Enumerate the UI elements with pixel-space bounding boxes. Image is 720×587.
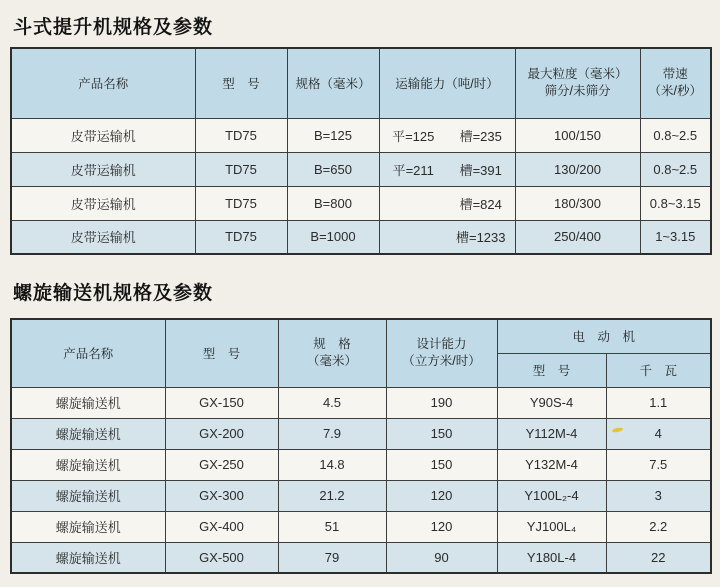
- cell-capacity: [379, 220, 515, 254]
- cell-kw: 4: [606, 418, 711, 449]
- spec-line1: 规 格: [313, 337, 351, 352]
- cell-kw: 1.1: [606, 387, 711, 418]
- cell-capacity: 190: [386, 387, 497, 418]
- cell-model: GX-200: [165, 418, 278, 449]
- cell-product: 皮带运输机: [11, 186, 195, 220]
- cell-model: GX-400: [165, 511, 278, 542]
- cell-model: TD75: [195, 186, 287, 220]
- cell-kw: 22: [606, 542, 711, 573]
- capacity-flat: 平=211: [392, 162, 434, 178]
- capacity-trough: 槽=235: [459, 128, 502, 144]
- cell-particle: 250/400: [515, 220, 640, 254]
- cell-product: 皮带运输机: [11, 152, 195, 186]
- cell-model: GX-250: [165, 449, 278, 480]
- table-row: [11, 118, 711, 152]
- table1-body: [11, 118, 711, 254]
- col-header-motor-group: 电 动 机: [497, 319, 711, 353]
- cell-capacity: 120: [386, 511, 497, 542]
- col-header-belt-speed: [640, 48, 711, 118]
- col-header-model: 型 号: [165, 319, 278, 387]
- table1-header: [11, 48, 711, 118]
- cell-product: 螺旋输送机: [11, 480, 165, 511]
- cell-capacity: [379, 152, 515, 186]
- cell-speed: 1~3.15: [640, 220, 711, 254]
- cell-motor-model: Y132M-4: [497, 449, 606, 480]
- belt-speed-line2: （米/秒）: [648, 84, 702, 99]
- col-header-max-particle: [515, 48, 640, 118]
- cell-capacity: 90: [386, 542, 497, 573]
- cell-product: 皮带运输机: [11, 118, 195, 152]
- cell-model: TD75: [195, 220, 287, 254]
- cell-spec: B=800: [287, 186, 379, 220]
- table1-header-row: [11, 48, 711, 118]
- table-row: [11, 152, 711, 186]
- cell-kw: 2.2: [606, 511, 711, 542]
- table2-header: [11, 319, 711, 387]
- cell-speed: 0.8~2.5: [640, 152, 711, 186]
- cell-model: GX-300: [165, 480, 278, 511]
- belt-speed-line1: 带速: [662, 67, 688, 82]
- table2-header-row1: [11, 319, 711, 353]
- screw-conveyor-spec-table: [10, 318, 712, 574]
- col-header-spec-mm: 规格（毫米）: [287, 48, 379, 118]
- capacity-trough: 槽=391: [459, 162, 502, 178]
- cell-spec: B=125: [287, 118, 379, 152]
- cell-speed: 0.8~2.5: [640, 118, 711, 152]
- cell-motor-model: Y112M-4: [497, 418, 606, 449]
- table-row: [11, 418, 711, 449]
- cell-product: 螺旋输送机: [11, 449, 165, 480]
- col-header-motor-kw: 千 瓦: [606, 353, 711, 387]
- cell-motor-model: Y180L-4: [497, 542, 606, 573]
- cell-spec: 7.9: [278, 418, 386, 449]
- col-header-product-name: 产品名称: [11, 319, 165, 387]
- cell-model: TD75: [195, 118, 287, 152]
- max-particle-line2: 筛分/未筛分: [544, 84, 611, 99]
- capacity-trough: 槽=1233: [455, 230, 506, 246]
- screw-conveyor-section-title: 螺旋输送机规格及参数: [13, 283, 214, 304]
- table2-body: [11, 387, 711, 573]
- table-row: [11, 480, 711, 511]
- bucket-elevator-section-title: 斗式提升机规格及参数: [13, 17, 214, 38]
- cell-capacity: 150: [386, 449, 497, 480]
- cell-model: GX-500: [165, 542, 278, 573]
- cell-kw: 7.5: [606, 449, 711, 480]
- cell-spec: 4.5: [278, 387, 386, 418]
- cell-particle: 180/300: [515, 186, 640, 220]
- col-header-capacity: 运输能力（吨/时）: [379, 48, 515, 118]
- cell-speed: 0.8~3.15: [640, 186, 711, 220]
- cell-product: 皮带运输机: [11, 220, 195, 254]
- table-row: [11, 449, 711, 480]
- cell-motor-model: YJ100L₄: [497, 511, 606, 542]
- cell-capacity: 150: [386, 418, 497, 449]
- capacity-trough: 槽=824: [459, 196, 502, 212]
- cell-particle: 130/200: [515, 152, 640, 186]
- cell-spec: 21.2: [278, 480, 386, 511]
- col-header-model: 型 号: [195, 48, 287, 118]
- table-row: [11, 387, 711, 418]
- capacity-flat: 平=125: [392, 128, 435, 144]
- table-row: [11, 511, 711, 542]
- spec-line2: （毫米）: [306, 354, 357, 369]
- cell-spec: 51: [278, 511, 386, 542]
- capacity-flat: [380, 227, 448, 246]
- col-header-product-name: 产品名称: [11, 48, 195, 118]
- design-capacity-line1: 设计能力: [416, 337, 467, 352]
- col-header-motor-model: 型 号: [497, 353, 606, 387]
- cell-product: 螺旋输送机: [11, 511, 165, 542]
- col-header-spec-mm: [278, 319, 386, 387]
- table-row: [11, 542, 711, 573]
- col-header-design-capacity: [386, 319, 497, 387]
- cell-particle: 100/150: [515, 118, 640, 152]
- cell-spec: B=1000: [287, 220, 379, 254]
- cell-spec: B=650: [287, 152, 379, 186]
- table-row: [11, 220, 711, 254]
- cell-motor-model: Y100L₂-4: [497, 480, 606, 511]
- capacity-flat: [380, 194, 448, 213]
- cell-product: 螺旋输送机: [11, 418, 165, 449]
- cell-product: 螺旋输送机: [11, 542, 165, 573]
- cell-model: TD75: [195, 152, 287, 186]
- design-capacity-line2: （立方米/时）: [402, 354, 481, 369]
- cell-capacity: [379, 118, 515, 152]
- cell-capacity: [379, 186, 515, 220]
- cell-product: 螺旋输送机: [11, 387, 165, 418]
- cell-capacity: 120: [386, 480, 497, 511]
- cell-kw: 3: [606, 480, 711, 511]
- max-particle-line1: 最大粒度（毫米）: [527, 67, 628, 82]
- table-row: [11, 186, 711, 220]
- cell-motor-model: Y90S-4: [497, 387, 606, 418]
- cell-model: GX-150: [165, 387, 278, 418]
- cell-spec: 79: [278, 542, 386, 573]
- bucket-elevator-spec-table: [10, 47, 712, 255]
- cell-spec: 14.8: [278, 449, 386, 480]
